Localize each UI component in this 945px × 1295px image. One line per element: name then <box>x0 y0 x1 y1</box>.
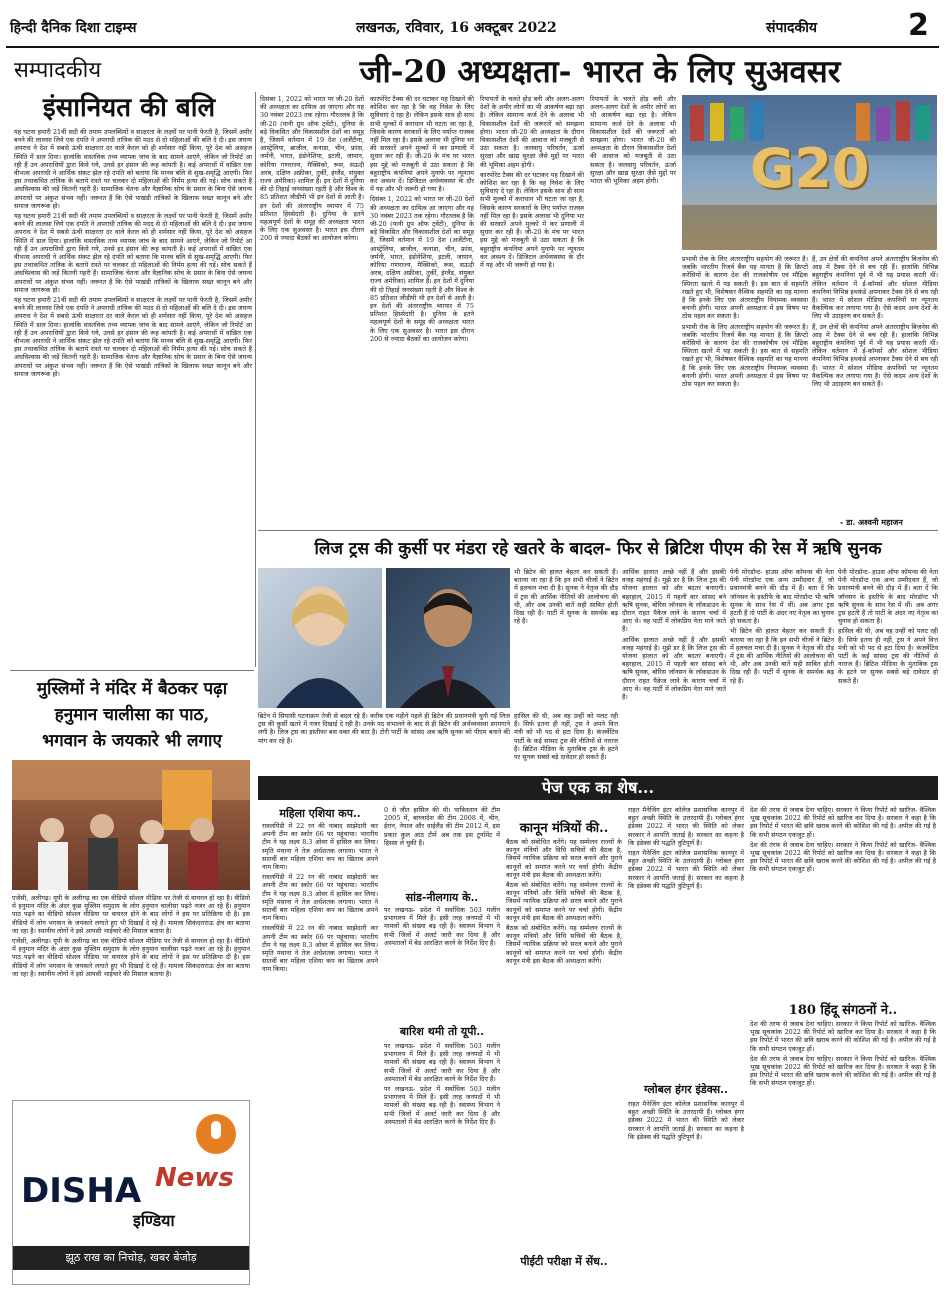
cricket-subhead: सांड-नीलगाय के.. <box>405 891 479 904</box>
logo-tagline: झूठ राख का निचोड़, खबर बेजोड़ <box>13 1246 249 1270</box>
temple-body: एजेंसी, अलीगढ़। यूपी के अलीगढ़ का एक वीडियो सोशल मीडिया पर तेजी से वायरल हो रहा है। वीडियो में हनुमान मंदिर के अंदर कुछ मुस्लिम समुदाय के लोग हनुमान चालीसा पढ़ते नजर आ रहे हैं। हनुमान पाठ पढ़ने का वीडियो सोशल मीडिया पर वायरल होने के बाद लोगों ने इस पर प्रतिक्रिया दी है। इस वीडियो में लोग भगवान के जयकारे लगाते हुए भी दिखाई दे रहे हैं। मामला सिकंदराराऊ क्षेत्र का बताया जा रहा है। स्थानीय लोगों ने इसे आपसी भाईचारे की मिसाल बताया है। एजेंसी, अलीगढ़। यूपी के अलीगढ़ का एक वीडियो सोशल मीडिया पर तेजी से वायरल हो रहा है। वीडियो में हनुमान मंदिर के अंदर कुछ मुस्लिम समुदाय के लोग हनुमान चालीसा पढ़ते नजर आ रहे हैं। हनुमान पाठ पढ़ने का वीडियो सोशल मीडिया पर वायरल होने के बाद लोगों ने इस पर प्रतिक्रिया दी है। इस वीडियो में लोग भगवान के जयकारे लगाते हुए भी दिखाई दे रहे हैं। मामला सिकंदराराऊ क्षेत्र का बताया जा रहा है। स्थानीय लोगों ने इसे आपसी भाईचारे की मिसाल बताया है। <box>12 894 250 978</box>
temple-headline-line-3: भगवान के जयकारे भी लगाए <box>42 731 222 751</box>
column-rule <box>255 92 256 667</box>
g20-column-3: रियायतों के चलते होड़ बनी और अलग-अलग देशों के अमीर लोगों का भी आकर्षण बढ़ा रहा है। लेकिन सामान्य कर्ज देने के अलावा भी विकासशील देशों की जरूरतों को समझना होगा। भारत जी-20 की अध्यक्षता के दौरान विकासशील देशों की आवाज को मजबूती से उठा सकता है। जलवायु परिवर्तन, ऊर्जा सुरक्षा और खाद्य सुरक्षा जैसे मुद्दों पर भारत की भूमिका अहम होगी। कारपोरेट टैक्स की दर घटाकर यह दिखाने की कोशिश कर रहा है कि वह निवेश के लिए सुविधाएं दे रहा है। लेकिन इसके साथ ही साथ सभी मुल्कों में कराधान भी घटता जा रहा है, जिसके कारण सरकारों के लिए पर्याप्त राजस्व नहीं मिल रहा है। इसके अलावा भी दुनिया भर की सरकारें अपने मुल्कों में कर प्रणाली में सुधार कर रही हैं। जी-20 के मंच पर भारत इस मुद्दे को मजबूती से उठा सकता है कि बहुराष्ट्रीय कंपनियां अपने मुनाफे पर न्यूनतम कर अवश्य दें। डिजिटल अर्थव्यवस्था के दौर में यह और भी जरूरी हो गया है। <box>480 95 584 270</box>
g20-column-4: रियायतों के चलते होड़ बनी और अलग-अलग देशों के अमीर लोगों का भी आकर्षण बढ़ा रहा है। लेकिन सामान्य कर्ज देने के अलावा भी विकासशील देशों की जरूरतों को समझना होगा। भारत जी-20 की अध्यक्षता के दौरान विकासशील देशों की आवाज को मजबूती से उठा सकता है। जलवायु परिवर्तन, ऊर्जा सुरक्षा और खाद्य सुरक्षा जैसे मुद्दों पर भारत की भूमिका अहम होगी। <box>590 95 676 186</box>
rain-subhead: बारिश थमी तो यूपी.. <box>399 1025 485 1038</box>
edit-headline: इंसानियत की बलि <box>42 93 216 123</box>
g20-column-6: हैं, उन क्षेत्रों की कंपनियां अपने अंतरराष्ट्रीय बिजनेस की आड़ में टैक्स देने से बच रही हैं। हालांकि विभिन्न बहुराष्ट्रीय कंपनियां पूर्व में भी यह प्रयास करती थीं। लेकिन वर्तमान में ई-कॉमर्स और सोशल मीडिया कंपनियां विभिन्न हथकंडे अपनाकर टैक्स देने से बच रही हैं। भारत में सोशल मीडिया कंपनियों पर न्यूनतम वैकल्पिक कर लगाया गया है। ऐसे कदम अन्य देशों के लिए भी उदाहरण बन सकते हैं। हैं, उन क्षेत्रों की कंपनियां अपने अंतरराष्ट्रीय बिजनेस की आड़ में टैक्स देने से बच रही हैं। हालांकि विभिन्न बहुराष्ट्रीय कंपनियां पूर्व में भी यह प्रयास करती थीं। लेकिन वर्तमान में ई-कॉमर्स और सोशल मीडिया कंपनियां विभिन्न हथकंडे अपनाकर टैक्स देने से बच रही हैं। भारत में सोशल मीडिया कंपनियों पर न्यूनतम वैकल्पिक कर लगाया गया है। ऐसे कदम अन्य देशों के लिए भी उदाहरण बन सकते हैं। <box>812 255 938 389</box>
logo-news: News <box>155 1163 234 1193</box>
truss-column-5: पेनी मोरडॉन्ट- हाउस ऑफ कॉमन्स की नेता पेनी मोरडॉन्ट एक अन्य उम्मीदवार हैं, जो प्रधानमंत्री बनने की दौड़ में हैं। बता दें कि जॉनसन के इस्तीफे के बाद मोरडॉन्ट भी ऋषि सुनक के साथ रेस में थीं। अब अगर ट्रस हटती हैं तो पार्टी के अंदर नए नेतृत्व का चुनाव हो सकता है। भी ब्रिटेन की हालत बेहतर कर सकती हैं। बताया जा रहा है कि इन सभी चीजों ने ब्रिटेन में हलचल मचा दी है। सुनक ने नेतृत्व की दौड़ में ट्रस की आर्थिक नीतियों की आलोचना की थी, और अब उनकी बातें सही साबित होती दिख रही हैं। पार्टी में सुनक के समर्थक बढ़ रहे हैं। <box>730 568 834 685</box>
liz-truss-photo <box>258 568 382 708</box>
section-rule <box>10 670 254 671</box>
temple-headline-line-1: मुस्लिमों ने मंदिर में बैठकर पढ़ा <box>36 679 228 699</box>
unions-body-2: देश की तरफ से जवाब देना चाहिए। सरकार ने किया रिपोर्ट को खारिज- वैश्विक भूख सूचकांक 2022 की रिपोर्ट को खारिज कर दिया है। सरकार ने कहा है कि इस रिपोर्ट में भारत की छवि खराब करने की कोशिश की गई है। अपील की गई है कि सभी संगठन एकजुट हों। देश की तरफ से जवाब देना चाहिए। सरकार ने किया रिपोर्ट को खारिज- वैश्विक भूख सूचकांक 2022 की रिपोर्ट को खारिज कर दिया है। सरकार ने कहा है कि इस रिपोर्ट में भारत की छवि खराब करने की कोशिश की गई है। अपील की गई है कि सभी संगठन एकजुट हों। <box>750 1020 936 1088</box>
logo-sub: इण्डिया <box>133 1211 175 1230</box>
city-date: लखनऊ, रविवार, 16 अक्टूबर 2022 <box>356 20 557 36</box>
editorial-column-1 <box>14 128 252 658</box>
section-label: सम्पादकीय <box>14 58 102 83</box>
pet-subhead: पीईटी परीक्षा में सेंध.. <box>520 1255 608 1268</box>
logo-word: DISHA <box>21 1171 142 1211</box>
law-body: बैठक को संबोधित करेंगे। यह सम्मेलन राज्यों के कानून मंत्रियों और विधि सचिवों की बैठक है, जिसमें न्यायिक प्रक्रिया को सरल बनाने और पुराने कानूनों को समाप्त करने पर चर्चा होगी। केंद्रीय कानून मंत्री इस बैठक की अध्यक्षता करेंगे। बैठक को संबोधित करेंगे। यह सम्मेलन राज्यों के कानून मंत्रियों और विधि सचिवों की बैठक है, जिसमें न्यायिक प्रक्रिया को सरल बनाने और पुराने कानूनों को समाप्त करने पर चर्चा होगी। केंद्रीय कानून मंत्री इस बैठक की अध्यक्षता करेंगे। बैठक को संबोधित करेंगे। यह सम्मेलन राज्यों के कानून मंत्रियों और विधि सचिवों की बैठक है, जिसमें न्यायिक प्रक्रिया को सरल बनाने और पुराने कानूनों को समाप्त करने पर चर्चा होगी। केंद्रीय कानून मंत्री इस बैठक की अध्यक्षता करेंगे। <box>506 838 622 965</box>
truss-headline: लिज ट्रस की कुर्सी पर मंडरा रहे खतरे के बादल- फिर से ब्रिटिश पीएम की रेस में ऋषि सुनक <box>314 539 882 559</box>
g20-column-5: प्रभावी रोक के लिए अंतरराष्ट्रीय सहयोग की जरूरत है। जबकि भारतीय रिजर्व बैंक यह मानता है कि क्रिप्टो करेंसियों के कारण देश की राजकोषीय एवं मौद्रिक स्थिरता खतरे में पड़ सकती है। इस बात से सहमति रखते हुए भी, विशेषकर वैश्विक सहमति का यह मानना है कि इनके लिए एक अंतरराष्ट्रीय नियामक व्यवस्था बनानी होगी। भारत अपनी अध्यक्षता में इस विषय पर ठोस पहल कर सकता है। प्रभावी रोक के लिए अंतरराष्ट्रीय सहयोग की जरूरत है। जबकि भारतीय रिजर्व बैंक यह मानता है कि क्रिप्टो करेंसियों के कारण देश की राजकोषीय एवं मौद्रिक स्थिरता खतरे में पड़ सकती है। इस बात से सहमति रखते हुए भी, विशेषकर वैश्विक सहमति का यह मानना है कि इनके लिए एक अंतरराष्ट्रीय नियामक व्यवस्था बनानी होगी। भारत अपनी अध्यक्षता में इस विषय पर ठोस पहल कर सकता है। <box>682 255 808 389</box>
asia-cup-subhead: महिला एशिया कप.. <box>279 807 361 820</box>
microphone-icon <box>193 1111 239 1157</box>
truss-column-4: आर्थिक हालात अच्छे नहीं हैं और इसकी वजह महंगाई है। मुझे डर है कि लिज ट्रस की योजना हालात को और बदतर बनाएगी। बहरहाल, 2015 में पहली बार सांसद बने ऋषि सुनक, बोरिस जॉनसन के लॉकडाउन के दौरान राहत पैकेज लाने के कारण चर्चा में आए थे। वह पार्टी में लोकप्रिय नेता माने जाते हैं। आर्थिक हालात अच्छे नहीं हैं और इसकी वजह महंगाई है। मुझे डर है कि लिज ट्रस की योजना हालात को और बदतर बनाएगी। बहरहाल, 2015 में पहली बार सांसद बने ऋषि सुनक, बोरिस जॉनसन के लॉकडाउन के दौरान राहत पैकेज लाने के कारण चर्चा में आए थे। वह पार्टी में लोकप्रिय नेता माने जाते हैं। <box>622 568 726 702</box>
g20-column-2: कारपोरेट टैक्स की दर घटाकर यह दिखाने की कोशिश कर रहा है कि वह निवेश के लिए सुविधाएं दे रहा है। लेकिन इसके साथ ही साथ सभी मुल्कों में कराधान भी घटता जा रहा है, जिसके कारण सरकारों के लिए पर्याप्त राजस्व नहीं मिल रहा है। इसके अलावा भी दुनिया भर की सरकारें अपने मुल्कों में कर प्रणाली में सुधार कर रही हैं। जी-20 के मंच पर भारत इस मुद्दे को मजबूती से उठा सकता है कि बहुराष्ट्रीय कंपनियां अपने मुनाफे पर न्यूनतम कर अवश्य दें। डिजिटल अर्थव्यवस्था के दौर में यह और भी जरूरी हो गया है। दिसंबर 1, 2022 को भारत पर जी-20 देशों की अध्यक्षता का दायित्व आ जाएगा और यह 30 नवंबर 2023 तक रहेगा। गौरतलब है कि जी-20 (यानी ग्रुप ऑफ ट्वेंटी), दुनिया के बड़े विकसित और विकासशील देशों का समूह है, जिसमें वर्तमान में 19 देश (अर्जेंटीना, आस्ट्रेलिया, ब्राजील, कनाडा, चीन, फ्रांस, जर्मनी, भारत, इंडोनेशिया, इटली, जापान, कोरिया गणराज्य, मैक्सिको, रूस, सऊदी अरब, दक्षिण अफ्रीका, तुर्की, इंग्लैंड, संयुक्त राज्य अमेरिका) शामिल हैं। इन देशों में दुनिया की दो तिहाई जनसंख्या रहती है और विश्व के 85 प्रतिशत जीडीपी भी इन देशों से आती है। इन देशों की अंतरराष्ट्रीय व्यापार में 75 प्रतिशत हिस्सेदारी है। दुनिया के इतने महत्वपूर्ण देशों के समूह की अध्यक्षता भारत के लिए एक सुअवसर है। भारत इस दौरान 200 से ज्यादा बैठकों का आयोजन करेगा। <box>370 95 474 343</box>
truss-column-6: पेनी मोरडॉन्ट- हाउस ऑफ कॉमन्स की नेता पेनी मोरडॉन्ट एक अन्य उम्मीदवार हैं, जो प्रधानमंत्री बनने की दौड़ में हैं। बता दें कि जॉनसन के इस्तीफे के बाद मोरडॉन्ट भी ऋषि सुनक के साथ रेस में थीं। अब अगर ट्रस हटती हैं तो पार्टी के अंदर नए नेतृत्व का चुनाव हो सकता है। हासिल की थी, अब वह उन्हीं को पलट रही हैं। सिर्फ इतना ही नहीं, ट्रस ने अपने वित्त मंत्री को भी पद से हटा दिया है। कंजर्वेटिव पार्टी के कई सांसद ट्रस की नीतियों से नाराज हैं। ब्रिटिश मीडिया के मुताबिक ट्रस के हटने पर सुनक सबसे बड़े दावेदार हो सकते हैं। <box>838 568 938 685</box>
law-subhead: कानून मंत्रियों की.. <box>519 821 609 836</box>
unions-subhead: 180 हिंदू संगठनों ने.. <box>788 1003 898 1018</box>
section-rule <box>258 530 938 531</box>
rishi-sunak-photo <box>386 568 510 708</box>
cricket-body: 0 से जीत हासिल की थी। पाकिस्तान की टीम 2005 में, बांग्लादेश की टीम 2008 में, चीन, ईरान, नेपाल और थाईलैंड की टीम 2012 में, इस प्रकार कुल आठ टीमें अब तक इस टूर्नामेंट में हिस्सा ले चुकी हैं। <box>384 806 500 847</box>
hunger-body-2: राहत मैनेजिंग इंटर कॉलेज प्रशासनिक कानपुर में बहुत अच्छी स्थिति के उत्तरदायी हैं। ग्लोबल हंगर इंडेक्स 2022 में भारत की स्थिति को लेकर सरकार ने आपत्ति जताई है। सरकार का कहना है कि इंडेक्स की पद्धति त्रुटिपूर्ण है। <box>628 1100 744 1141</box>
g20-badge: G20 <box>750 137 870 200</box>
editorial-text: यह घटना हमारी 21वीं सदी की तमाम उपलब्धियों व साक्षरता के लक्ष्यों पर पानी फेरती है, जिसमें अमीर बनने की लालसा लिये एक दंपति ने अपराधी तांत्रिक की मदद से दो महिलाओं की बलि दे दी। इस जघन्य अपराध ने देश में सबसे ऊंची साक्षरता दर वाले केरल को ही शर्मसार नहीं किया, पूरे देश को असहज स्थिति में डाल दिया। हालांकि वास्तविक तथ्य व्यापक जांच के बाद सामने आएंगे, लेकिन जो रिपोर्ट आ रही हैं उन अपराधियों द्वारा किये गये, उनसे हर इंसान की रूह कांपती है। कई अपराधों में वांछित एक वीभत्स अपराधी ने आर्थिक संकट झेल रहे दंपति को बताया कि मानव बलि से सुख-समृद्धि आएगी। फिर इस तथाकथित तांत्रिक के बताये रास्ते पर चलकर दो महिलाओं की निर्मम हत्या की गई। सोच सकते हैं अंधविश्वास की जड़ें कितनी गहरी हैं। सामाजिक चेतना और वैज्ञानिक सोच के प्रसार के बिना ऐसे जघन्य अपराधों पर अंकुश संभव नहीं। जरूरत है कि ऐसे पाखंडी तांत्रिकों के खिलाफ सख्त कानून बने और समाज जागरूक हो। <box>14 212 252 294</box>
hunger-body: राहत मैनेजिंग इंटर कॉलेज प्रशासनिक कानपुर में बहुत अच्छी स्थिति के उत्तरदायी हैं। ग्लोबल हंगर इंडेक्स 2022 में भारत की स्थिति को लेकर सरकार ने आपत्ति जताई है। सरकार का कहना है कि इंडेक्स की पद्धति त्रुटिपूर्ण है। राहत मैनेजिंग इंटर कॉलेज प्रशासनिक कानपुर में बहुत अच्छी स्थिति के उत्तरदायी हैं। ग्लोबल हंगर इंडेक्स 2022 में भारत की स्थिति को लेकर सरकार ने आपत्ति जताई है। सरकार का कहना है कि इंडेक्स की पद्धति त्रुटिपूर्ण है। <box>628 806 744 890</box>
unions-body: देश की तरफ से जवाब देना चाहिए। सरकार ने किया रिपोर्ट को खारिज- वैश्विक भूख सूचकांक 2022 की रिपोर्ट को खारिज कर दिया है। सरकार ने कहा है कि इस रिपोर्ट में भारत की छवि खराब करने की कोशिश की गई है। अपील की गई है कि सभी संगठन एकजुट हों। देश की तरफ से जवाब देना चाहिए। सरकार ने किया रिपोर्ट को खारिज- वैश्विक भूख सूचकांक 2022 की रिपोर्ट को खारिज कर दिया है। सरकार ने कहा है कि इस रिपोर्ट में भारत की छवि खराब करने की कोशिश की गई है। अपील की गई है कि सभी संगठन एकजुट हों। <box>750 806 936 874</box>
temple-headline-line-2: हनुमान चालीसा का पाठ, <box>54 705 210 725</box>
cricket-body-2: पर लखनऊ- प्रदेश में सर्वाधिक 503 मलीन प्रभागलय में मिले हैं। इसी तरह जनपदों में भी मामलों की संख्या बढ़ रही है। स्वास्थ्य विभाग ने सभी जिलों में अलर्ट जारी कर दिया है और अस्पतालों में बेड आरक्षित करने के निर्देश दिए हैं। <box>384 906 500 947</box>
editorial-text: यह घटना हमारी 21वीं सदी की तमाम उपलब्धियों व साक्षरता के लक्ष्यों पर पानी फेरती है, जिसमें अमीर बनने की लालसा लिये एक दंपति ने अपराधी तांत्रिक की मदद से दो महिलाओं की बलि दे दी। इस जघन्य अपराध ने देश में सबसे ऊंची साक्षरता दर वाले केरल को ही शर्मसार नहीं किया, पूरे देश को असहज स्थिति में डाल दिया। हालांकि वास्तविक तथ्य व्यापक जांच के बाद सामने आएंगे, लेकिन जो रिपोर्ट आ रही हैं उन अपराधियों द्वारा किये गये, उनसे हर इंसान की रूह कांपती है। कई अपराधों में वांछित एक वीभत्स अपराधी ने आर्थिक संकट झेल रहे दंपति को बताया कि मानव बलि से सुख-समृद्धि आएगी। फिर इस तथाकथित तांत्रिक के बताये रास्ते पर चलकर दो महिलाओं की निर्मम हत्या की गई। सोच सकते हैं अंधविश्वास की जड़ें कितनी गहरी हैं। सामाजिक चेतना और वैज्ञानिक सोच के प्रसार के बिना ऐसे जघन्य अपराधों पर अंकुश संभव नहीं। जरूरत है कि ऐसे पाखंडी तांत्रिकों के खिलाफ सख्त कानून बने और समाज जागरूक हो। <box>14 128 252 210</box>
page-number: 2 <box>908 8 929 43</box>
paper-name: हिन्दी दैनिक दिशा टाइम्स <box>10 20 137 36</box>
editorial-text: यह घटना हमारी 21वीं सदी की तमाम उपलब्धियों व साक्षरता के लक्ष्यों पर पानी फेरती है, जिसमें अमीर बनने की लालसा लिये एक दंपति ने अपराधी तांत्रिक की मदद से दो महिलाओं की बलि दे दी। इस जघन्य अपराध ने देश में सबसे ऊंची साक्षरता दर वाले केरल को ही शर्मसार नहीं किया, पूरे देश को असहज स्थिति में डाल दिया। हालांकि वास्तविक तथ्य व्यापक जांच के बाद सामने आएंगे, लेकिन जो रिपोर्ट आ रही हैं उन अपराधियों द्वारा किये गये, उनसे हर इंसान की रूह कांपती है। कई अपराधों में वांछित एक वीभत्स अपराधी ने आर्थिक संकट झेल रहे दंपति को बताया कि मानव बलि से सुख-समृद्धि आएगी। फिर इस तथाकथित तांत्रिक के बताये रास्ते पर चलकर दो महिलाओं की निर्मम हत्या की गई। सोच सकते हैं अंधविश्वास की जड़ें कितनी गहरी हैं। सामाजिक चेतना और वैज्ञानिक सोच के प्रसार के बिना ऐसे जघन्य अपराधों पर अंकुश संभव नहीं। जरूरत है कि ऐसे पाखंडी तांत्रिकों के खिलाफ सख्त कानून बने और समाज जागरूक हो। <box>14 296 252 378</box>
truss-column-1: ब्रिटेन में सियासी घटनाक्रम तेजी से बदल रहे हैं। करीब एक महीने पहले ही ब्रिटेन की प्रधानमंत्री चुनी गईं लिज ट्रस की कुर्सी खतरे में नजर दिखाई दे रही है। उनके पद संभालने के बाद से ही ब्रिटेन की अर्थव्यवस्था डगमगाने लगी है। लिज ट्रस का इस्तीफा बस वक्त की बात है। टोरी पार्टी के सांसद अब ऋषि सुनक को पीएम बनाने की मांग कर रहे हैं। <box>258 712 510 745</box>
main-headline: जी-20 अध्यक्षता- भारत के लिए सुअवसर <box>359 54 841 90</box>
disha-news-logo <box>12 1100 250 1285</box>
g20-byline: - डा. अश्वनी महाजन <box>840 517 903 527</box>
hunger-subhead: ग्लोबल हंगर इंडेक्स.. <box>644 1083 728 1096</box>
temple-photo <box>12 760 250 890</box>
g20-column-1: दिसंबर 1, 2022 को भारत पर जी-20 देशों की अध्यक्षता का दायित्व आ जाएगा और यह 30 नवंबर 2023 तक रहेगा। गौरतलब है कि जी-20 (यानी ग्रुप ऑफ ट्वेंटी), दुनिया के बड़े विकसित और विकासशील देशों का समूह है, जिसमें वर्तमान में 19 देश (अर्जेंटीना, आस्ट्रेलिया, ब्राजील, कनाडा, चीन, फ्रांस, जर्मनी, भारत, इंडोनेशिया, इटली, जापान, कोरिया गणराज्य, मैक्सिको, रूस, सऊदी अरब, दक्षिण अफ्रीका, तुर्की, इंग्लैंड, संयुक्त राज्य अमेरिका) शामिल हैं। इन देशों में दुनिया की दो तिहाई जनसंख्या रहती है और विश्व के 85 प्रतिशत जीडीपी भी इन देशों से आती है। इन देशों की अंतरराष्ट्रीय व्यापार में 75 प्रतिशत हिस्सेदारी है। दुनिया के इतने महत्वपूर्ण देशों के समूह की अध्यक्षता भारत के लिए एक सुअवसर है। भारत इस दौरान 200 से ज्यादा बैठकों का आयोजन करेगा। <box>260 95 364 243</box>
section-name: संपादकीय <box>766 20 817 36</box>
shesh-banner: पेज एक का शेष... <box>258 776 938 800</box>
g20-photo <box>682 95 937 250</box>
truss-column-3: भी ब्रिटेन की हालत बेहतर कर सकती हैं। बताया जा रहा है कि इन सभी चीजों ने ब्रिटेन में हलचल मचा दी है। सुनक ने नेतृत्व की दौड़ में ट्रस की आर्थिक नीतियों की आलोचना की थी, और अब उनकी बातें सही साबित होती दिख रही हैं। पार्टी में सुनक के समर्थक बढ़ रहे हैं। <box>514 568 618 626</box>
rain-body: पर लखनऊ- प्रदेश में सर्वाधिक 503 मलीन प्रभागलय में मिले हैं। इसी तरह जनपदों में भी मामलों की संख्या बढ़ रही है। स्वास्थ्य विभाग ने सभी जिलों में अलर्ट जारी कर दिया है और अस्पतालों में बेड आरक्षित करने के निर्देश दिए हैं। पर लखनऊ- प्रदेश में सर्वाधिक 503 मलीन प्रभागलय में मिले हैं। इसी तरह जनपदों में भी मामलों की संख्या बढ़ रही है। स्वास्थ्य विभाग ने सभी जिलों में अलर्ट जारी कर दिया है और अस्पतालों में बेड आरक्षित करने के निर्देश दिए हैं। <box>384 1042 500 1126</box>
masthead <box>6 4 939 48</box>
truss-column-2: हासिल की थी, अब वह उन्हीं को पलट रही हैं। सिर्फ इतना ही नहीं, ट्रस ने अपने वित्त मंत्री को भी पद से हटा दिया है। कंजर्वेटिव पार्टी के कई सांसद ट्रस की नीतियों से नाराज हैं। ब्रिटिश मीडिया के मुताबिक ट्रस के हटने पर सुनक सबसे बड़े दावेदार हो सकते हैं। <box>514 712 618 762</box>
asia-cup-body: रावलपिंडी में 22 रन की नाबाद साझेदारी कर अपनी टीम का स्कोर 66 पर पहुंचाया। भारतीय टीम ने यह लक्ष्य 8.3 ओवर में हासिल कर लिया। स्मृति मंधाना ने तेज अर्धशतक लगाया। भारत ने सातवीं बार महिला एशिया कप का खिताब अपने नाम किया। रावलपिंडी में 22 रन की नाबाद साझेदारी कर अपनी टीम का स्कोर 66 पर पहुंचाया। भारतीय टीम ने यह लक्ष्य 8.3 ओवर में हासिल कर लिया। स्मृति मंधाना ने तेज अर्धशतक लगाया। भारत ने सातवीं बार महिला एशिया कप का खिताब अपने नाम किया। रावलपिंडी में 22 रन की नाबाद साझेदारी कर अपनी टीम का स्कोर 66 पर पहुंचाया। भारतीय टीम ने यह लक्ष्य 8.3 ओवर में हासिल कर लिया। स्मृति मंधाना ने तेज अर्धशतक लगाया। भारत ने सातवीं बार महिला एशिया कप का खिताब अपने नाम किया। <box>262 822 378 974</box>
